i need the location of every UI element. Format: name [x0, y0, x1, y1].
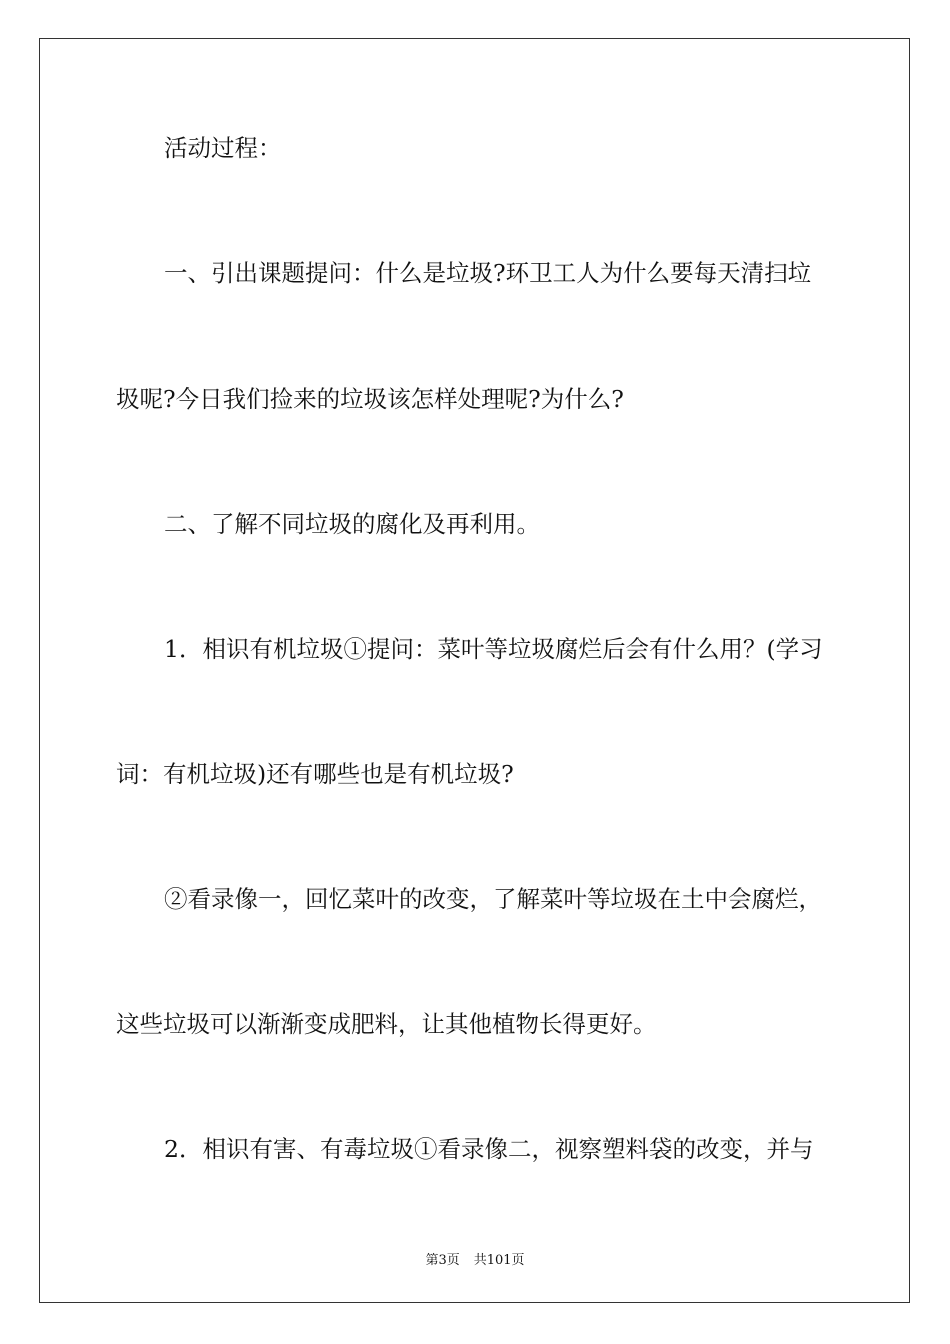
paragraph-line: 1．相识有机垃圾①提问：菜叶等垃圾腐烂后会有什么用？(学习: [164, 635, 823, 663]
paragraph-line: 2．相识有害、有毒垃圾①看录像二，视察塑料袋的改变，并与: [164, 1135, 814, 1163]
page-total: 共101页: [473, 1253, 525, 1268]
paragraph-line: 圾呢?今日我们捡来的垃圾该怎样处理呢?为什么?: [116, 385, 624, 413]
paragraph-line: 一、引出课题提问：什么是垃圾?环卫工人为什么要每天清扫垃: [164, 259, 812, 287]
paragraph-line: 这些垃圾可以渐渐变成肥料，让其他植物长得更好。: [116, 1010, 657, 1038]
paragraph-line: 词：有机垃圾)还有哪些也是有机垃圾?: [116, 760, 514, 788]
page-number: 第3页: [425, 1253, 460, 1268]
paragraph-line: 二、了解不同垃圾的腐化及再利用。: [164, 510, 540, 538]
paragraph-line: ②看录像一，回忆菜叶的改变，了解菜叶等垃圾在土中会腐烂，: [164, 885, 822, 913]
page-footer: [0, 1249, 950, 1268]
page-border: [39, 38, 910, 1303]
paragraph-line: 活动过程：: [164, 134, 282, 162]
